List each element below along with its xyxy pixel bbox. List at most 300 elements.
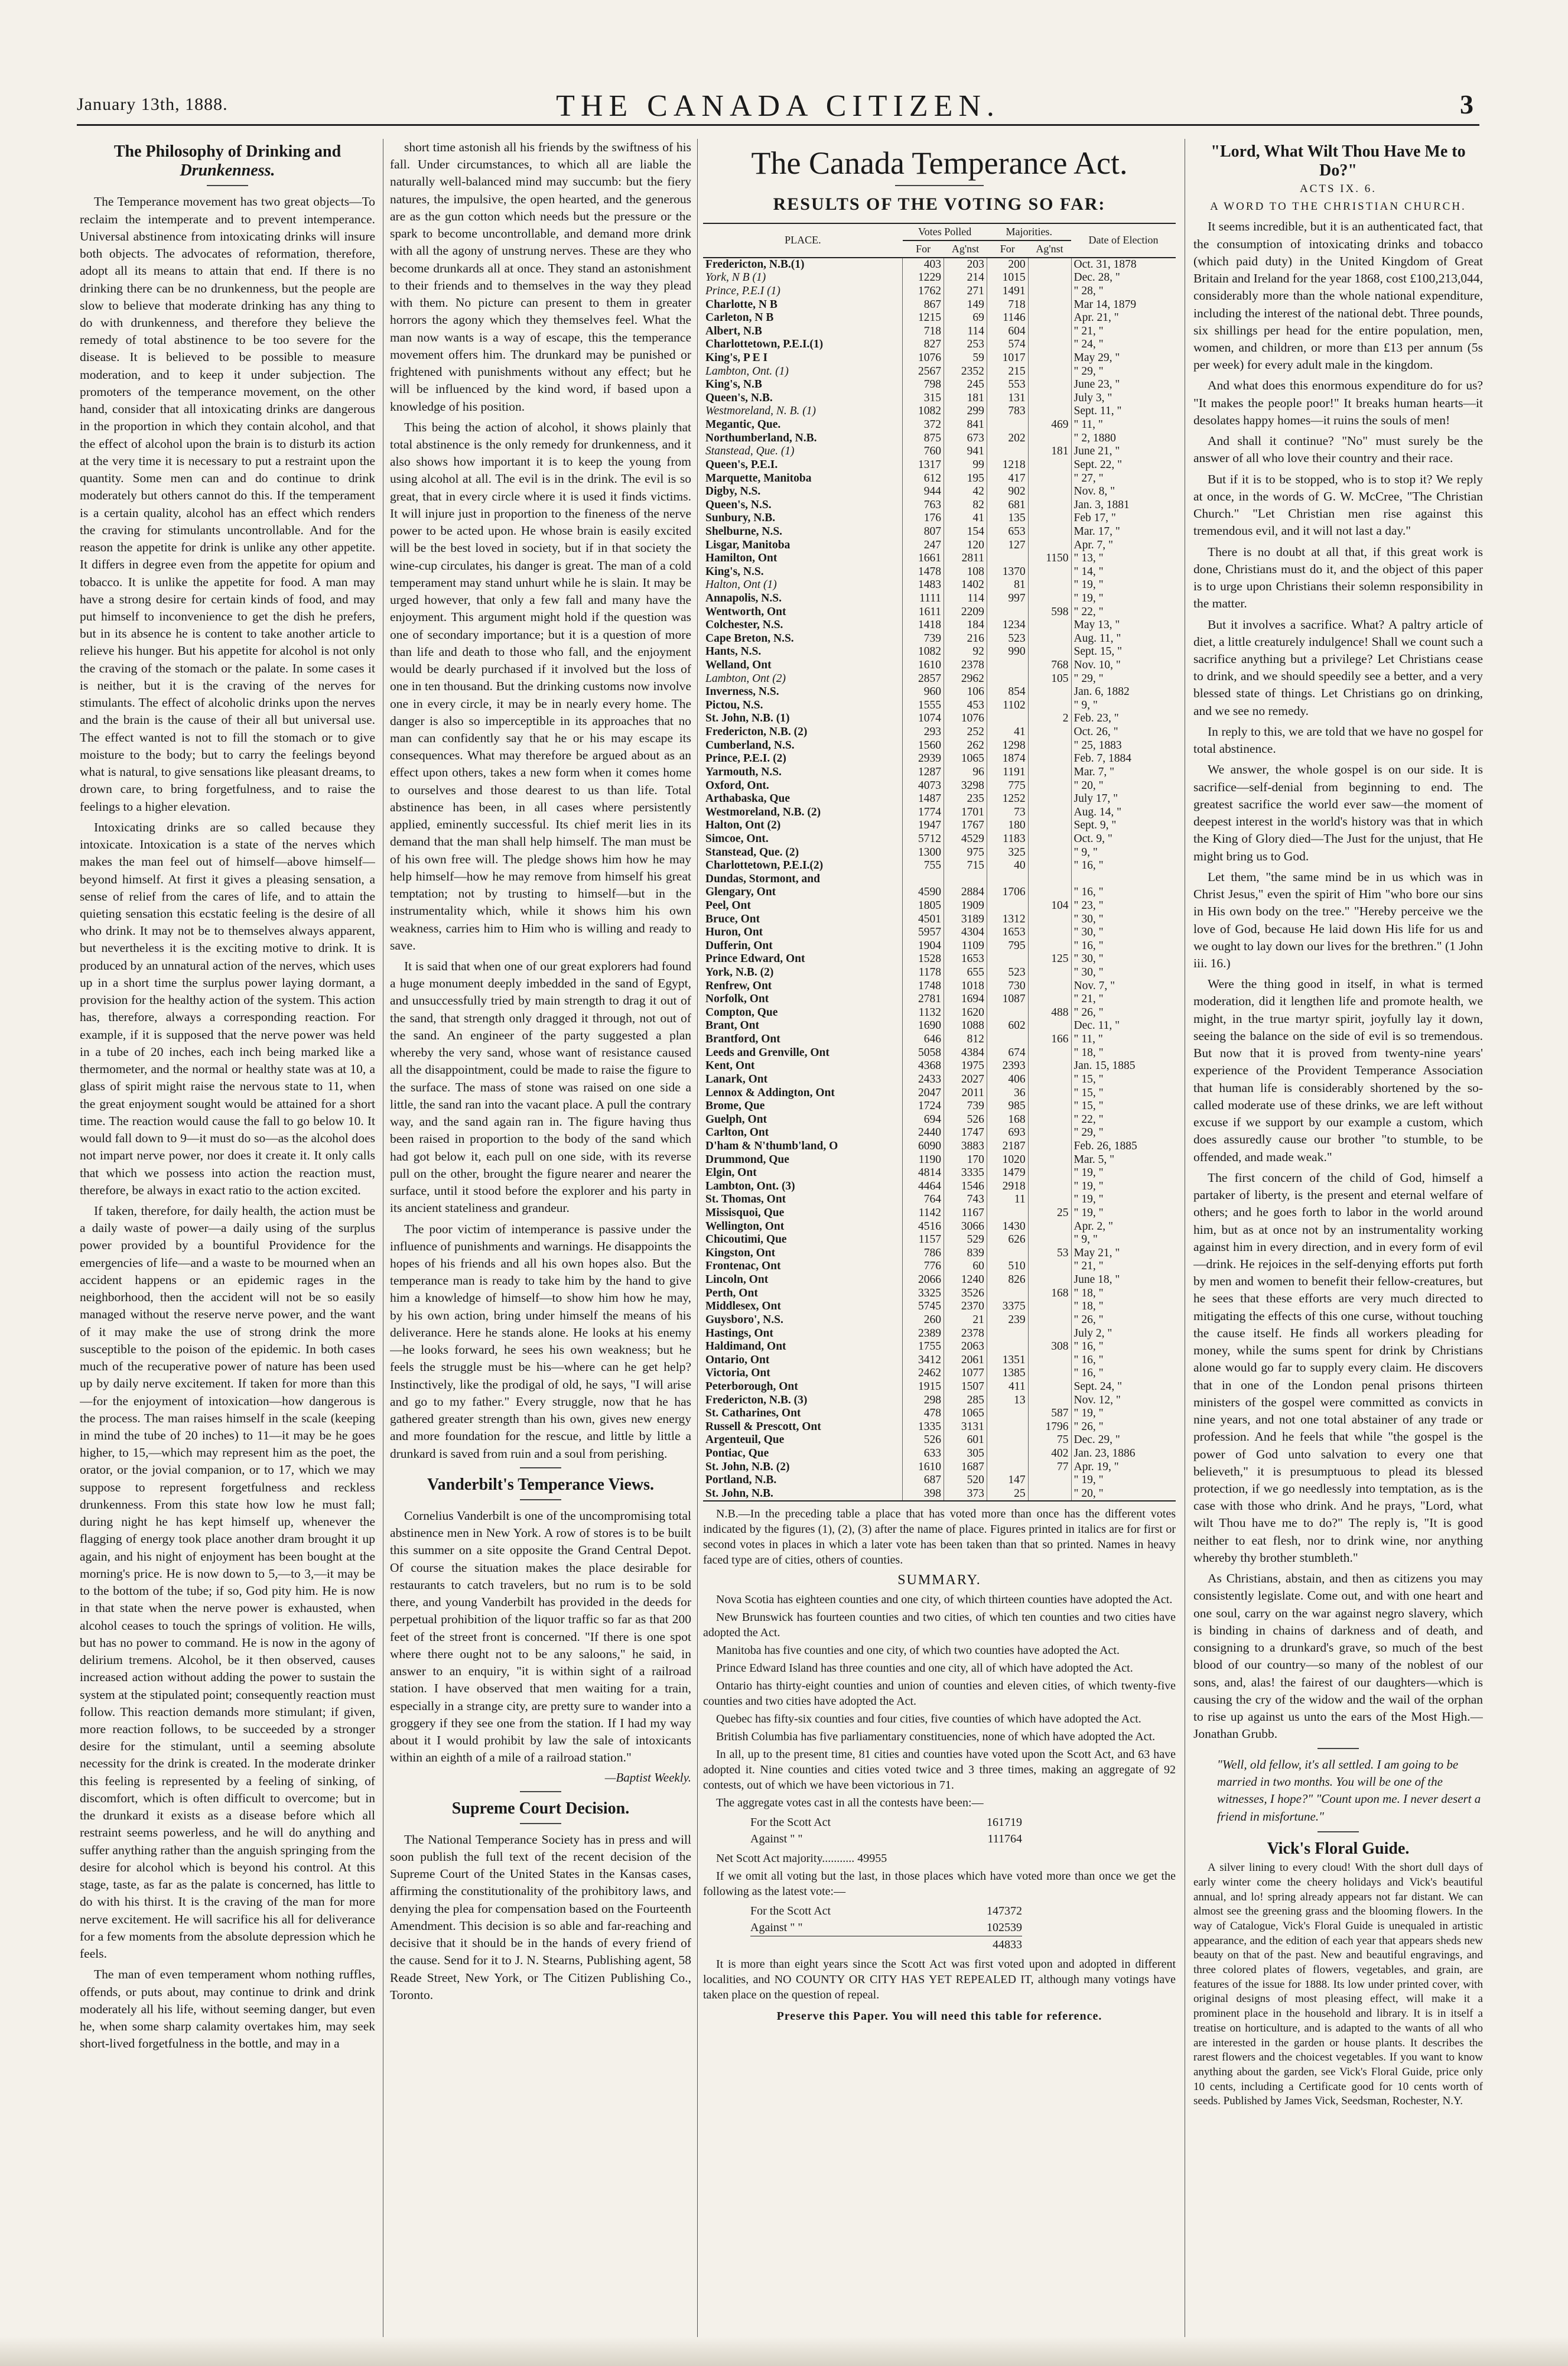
place-name: Charlottetown, P.E.I.(1) [705,338,824,351]
table-row [703,392,1176,405]
table-row [703,1046,1176,1060]
table-row [703,1100,1176,1113]
summary-title: SUMMARY. [897,1572,981,1588]
majority-for: 1015 [987,271,1028,285]
election-date: " 20, " [1071,1487,1176,1502]
temperance-act-title: The Canada Temperance Act. [751,145,1128,181]
election-date: " 18, " [1071,1287,1176,1301]
election-date: " 15, " [1071,1087,1176,1100]
table-row [703,445,1176,459]
majority-against [1028,940,1071,953]
election-date: " 14, " [1071,566,1176,579]
votes-for: 403 [903,258,944,272]
table-row [703,659,1176,672]
table-row [703,592,1176,606]
majority-against: 77 [1028,1461,1071,1474]
table-row [703,432,1176,446]
table-row [703,739,1176,753]
majority-against [1028,472,1071,486]
place-name: Stanstead, Que. (2) [705,846,799,859]
majority-against [1028,485,1071,499]
table-row [703,365,1176,379]
votes-for: 764 [903,1193,944,1207]
majority-for: 2918 [987,1180,1028,1194]
votes-for: 1157 [903,1233,944,1247]
election-date: " 19, " [1071,1474,1176,1487]
votes-for: 1915 [903,1380,944,1394]
paragraph: The poor victim of intemperance is passive under the influence of punishments and warnings. He disappoints the hopes of his friends and all his own hopes also. But the temperance man is ready to take him by the hand to give him a knowledge of himself—to show him how he may, by his own action, bring under himself the means of his deliverance. Here he stands alone. He looks at his enemy—he looks forward, he sees his own weakness; but he feels the struggle must be his—where can he get help? Instinctively, like the prodigal of old, he says, "I will arise and go to my father." Every struggle, now that he has gathered greater strength than his own, gives new energy and more foundation for the rescue, and little by little a drunkard is saved from ruin and a soul from perishing. [390,1221,691,1461]
table-row [703,993,1176,1006]
place-name: Charlotte, N B [705,298,778,311]
table-row [703,806,1176,820]
majority-against [1028,993,1071,1006]
majority-against [1028,1140,1071,1153]
votes-for: 4368 [903,1060,944,1073]
majority-against [1028,566,1071,579]
votes-against: 195 [944,472,987,486]
majority-for: 1370 [987,566,1028,579]
votes-for: 4464 [903,1180,944,1194]
table-row [703,258,1176,272]
votes-against: 252 [944,726,987,739]
majority-against: 181 [1028,445,1071,459]
election-date [1071,873,1176,886]
final-note: It is more than eight years since the Scott Act was first voted upon and adopted in different localities, and NO COUNTY OR CITY HAS YET REPEALED IT, although many votings have taken place on the question of repeal. [703,1958,1176,2002]
majority-for: 730 [987,980,1028,993]
votes-against: 1402 [944,578,987,592]
votes-for: 176 [903,512,944,525]
votes-for: 1076 [903,352,944,365]
table-row [703,1166,1176,1180]
table-row [703,873,1176,886]
election-date: " 30, " [1071,926,1176,940]
majority-for: 2393 [987,1060,1028,1073]
place-name: Pontiac, Que [705,1447,769,1460]
votes-against: 1018 [944,980,987,993]
majority-against: 168 [1028,1287,1071,1301]
votes-for: 293 [903,726,944,739]
election-date: Feb. 7, 1884 [1071,752,1176,766]
place-name: Bruce, Ont [705,912,760,925]
majority-for: 147 [987,1474,1028,1487]
issue-date: January 13th, 1888. [77,95,228,114]
votes-against: 841 [944,418,987,432]
majority-against [1028,739,1071,753]
majority-for [987,418,1028,432]
votes-for: 398 [903,1487,944,1502]
vick-guide-title: Vick's Floral Guide. [1267,1840,1410,1858]
majority-against [1028,980,1071,993]
majority-against [1028,311,1071,325]
majority-against: 75 [1028,1434,1071,1447]
majority-against [1028,792,1071,806]
paragraph: It is said that when one of our great explorers had found a huge monument deeply imbedded in the sand of Egypt, and unsuccessfully tried by main strength to drag it out of the sand, that strength only dragged it through, not out of the sand. An engineer of the party suggested a plan whereby the very sand, whose want of resistance caused all the disappointment, could be made to raise the figure to the surface. The mass of stone was raised on one side a little, the sand ran into the vacant place. A pull the contrary way, and the sand again ran in. The figure having thus been raised in proportion to the body of the sand which had got below it, each pull on one side, with its reverse pull on the other, brought the figure nearer and nearer the surface, until it stood before the explorer and his party in its ancient stateliness and grandeur. [390,959,691,1216]
votes-for [903,873,944,886]
place-name: Colchester, N.S. [705,619,783,632]
majority-for [987,1447,1028,1461]
majority-for: 574 [987,338,1028,352]
table-row [703,1314,1176,1327]
election-date: Aug. 11, " [1071,632,1176,646]
votes-against: 839 [944,1247,987,1260]
place-name: Westmoreland, N.B. (2) [705,805,821,818]
majority-for [987,1006,1028,1020]
aggregate-value: 147372 [987,1904,1022,1918]
votes-for: 1755 [903,1340,944,1354]
place-name: Lambton, Ont (2) [705,672,786,685]
majority-against [1028,525,1071,539]
place-name: Drummond, Que [705,1153,789,1166]
votes-for: 4516 [903,1220,944,1234]
preserve-notice: Preserve this Paper. You will need this table for reference. [776,2010,1102,2023]
majority-for: 1298 [987,739,1028,753]
place-name: Prince, P.E.I (1) [705,284,780,297]
paragraph: Ontario has thirty-eight counties and union of counties and eleven cities, of which twenty-five counties and two cities have adopted the Act. [703,1679,1176,1708]
table-row [703,846,1176,860]
election-date: Apr. 19, " [1071,1461,1176,1474]
place-name: St. John, N.B. (2) [705,1460,790,1473]
majority-against [1028,1180,1071,1194]
majority-against [1028,819,1071,833]
election-date: " 28, " [1071,285,1176,298]
paragraph: Nova Scotia has eighteen counties and one city, of which thirteen counties have adopted the Act. [716,1593,1173,1607]
votes-against: 114 [944,592,987,606]
majority-for: 693 [987,1126,1028,1140]
place-name: Lambton, Ont. (1) [705,365,789,378]
majority-against [1028,1073,1071,1087]
place-name: Albert, N.B [705,324,762,337]
majority-for [987,659,1028,672]
election-date: Mar. 17, " [1071,525,1176,539]
election-date: Oct. 26, " [1071,726,1176,739]
election-date: Feb. 26, 1885 [1071,1140,1176,1153]
votes-for: 960 [903,685,944,699]
election-date: Sept. 22, " [1071,459,1176,472]
place-name: Elgin, Ont [705,1166,757,1179]
votes-for: 1762 [903,285,944,298]
majority-for [987,1434,1028,1447]
table-row [703,606,1176,619]
votes-against: 41 [944,512,987,525]
majority-for [987,445,1028,459]
place-name: Queen's, P.E.I. [705,458,778,471]
votes-against: 3189 [944,913,987,927]
votes-against: 1065 [944,752,987,766]
aggregate-row [750,1903,1022,1919]
votes-for: 6090 [903,1140,944,1153]
majority-against: 488 [1028,1006,1071,1020]
paragraph: We answer, the whole gospel is on our side. It is sacrifice—self-denial from beginning to end. The greatest sacrifice the world ever saw—the moment of deepest interest in the world's history was that in which the King of Glory died—The Just for the unjust, that He might bring us to God. [1193,762,1483,863]
majority-against [1028,1367,1071,1380]
table-row [703,1153,1176,1167]
majority-for: 1020 [987,1153,1028,1167]
votes-against: 1077 [944,1367,987,1380]
table-row [703,1367,1176,1380]
paragraph: The aggregate votes cast in all the contests have been:— [716,1796,984,1810]
majority-for: 81 [987,578,1028,592]
majority-against [1028,1060,1071,1073]
majority-against [1028,1273,1071,1287]
aggregate-value: 102539 [987,1921,1022,1935]
votes-for: 1805 [903,899,944,913]
votes-for: 694 [903,1113,944,1127]
votes-for: 1190 [903,1153,944,1167]
majority-for: 1385 [987,1367,1028,1380]
majority-against [1028,846,1071,860]
col-header-against: Ag'nst [944,240,987,258]
majority-for: 73 [987,806,1028,820]
election-date: " 19, " [1071,1193,1176,1207]
col-header-for: For [987,240,1028,258]
place-name: Frontenac, Ont [705,1260,781,1273]
election-date: " 24, " [1071,338,1176,352]
place-name: Ontario, Ont [705,1353,770,1366]
votes-for: 1132 [903,1006,944,1020]
place-name: Fredericton, N.B. (2) [705,726,808,739]
votes-against: 4304 [944,926,987,940]
votes-for: 526 [903,1434,944,1447]
table-row [703,966,1176,980]
majority-for: 41 [987,726,1028,739]
article-body [390,139,691,1462]
paragraph: Prince Edward Island has three counties and one city, all of which have adopted the Act. [716,1662,1133,1675]
place-name: Digby, N.S. [705,485,761,498]
majority-for [987,1421,1028,1434]
aggregate-value: 111764 [987,1832,1022,1846]
votes-for: 2433 [903,1073,944,1087]
aggregate-label: Against " " [750,1921,803,1935]
majority-against: 308 [1028,1340,1071,1354]
majority-against [1028,966,1071,980]
table-row [703,325,1176,339]
election-date: " 23, " [1071,899,1176,913]
place-name: Brantford, Ont [705,1033,780,1046]
majority-against: 1150 [1028,552,1071,566]
votes-for: 1082 [903,645,944,659]
table-row [703,1340,1176,1354]
table-row [703,512,1176,525]
majority-against [1028,859,1071,873]
majority-against [1028,752,1071,766]
majority-for: 997 [987,592,1028,606]
table-row [703,1434,1176,1447]
majority-against: 25 [1028,1207,1071,1220]
place-name: St. John, N.B. (1) [705,712,790,725]
election-date: Jan. 6, 1882 [1071,685,1176,699]
majority-against [1028,1126,1071,1140]
votes-for: 807 [903,525,944,539]
election-date: " 22, " [1071,606,1176,619]
place-name: Chicoutimi, Que [705,1233,787,1246]
table-row [703,699,1176,713]
votes-against: 1767 [944,819,987,833]
place-name: Arthabaska, Que [705,792,790,805]
majority-for: 523 [987,966,1028,980]
majority-for: 1874 [987,752,1028,766]
paragraph: Quebec has fifty-six counties and four cities, five counties of which have adopted the Act. [716,1712,1141,1726]
paragraph: And shall it continue? "No" must surely be the answer of all who love their country and their race. [1193,434,1483,466]
election-date: Nov. 10, " [1071,659,1176,672]
court-decision-title: Supreme Court Decision. [451,1799,630,1818]
table-row [703,1421,1176,1434]
majority-for: 202 [987,432,1028,446]
majority-against [1028,926,1071,940]
place-name: Renfrew, Ont [705,979,772,992]
votes-for: 1111 [903,592,944,606]
place-name: D'ham & N'thumb'land, O [705,1139,838,1152]
votes-against: 3883 [944,1140,987,1153]
majority-for: 1191 [987,766,1028,779]
paragraph: Intoxicating drinks are so called because they intoxicate. Intoxication is a state of the nerves which makes the man feel out of himself—above himself—beyond himself. At first it gives a pleasing sensation, a sense of relief from the cares of life, and to attain the quieting sensation this ecstatic feeling is the desire of all who drink. It may not be to themselves always apparent, but nevertheless it is the exciting motive to drink. It is produced by an unnatural action of the nerves, which uses up in a short time the surplus power laying dormant, a provision for the healthy action of the system. This action has, therefore, always a corresponding reaction. For example, if it is supposed that the nerve power was held in a tube of 20 inches, each inch being marked like a thermometer, and the normal or healthy state was at 10, a glass of spirit might raise the nervous state to 11, when the great enjoyment sought would be attained for a short time. The reaction would cause the fall to go below 10. It would fall down to 9—it must do so—as the alcohol does not impart nerve power, nor does it create it. It only calls that which we possess into action the reaction must, therefore, be always in exact ratio to the action excited. [80,820,375,1197]
votes-against: 170 [944,1153,987,1167]
place-name: Fredericton, N.B.(1) [705,258,805,271]
votes-for: 776 [903,1260,944,1273]
table-row [703,726,1176,739]
majority-for: 1234 [987,619,1028,632]
majority-for: 681 [987,499,1028,512]
majority-against: 2 [1028,712,1071,726]
election-date: Dec. 29, " [1071,1434,1176,1447]
paragraph: This being the action of alcohol, it shows plainly that total abstinence is the only remedy for drunkenness, and it also shows how important it is to keep the young from using alcohol at all. The evil is in the drink. The evil is so great, that in every circle where it is used it finds victims. It will injure just in proportion to the fineness of the nerve power to be acted upon. He whose brain is easily excited will be the best loved in society, but if in that society the wine-cup circulates, his danger is great. The man of a cold temperament may stand unhurt while he is slain. It may be urged however, that only a few fall and many have the enjoyment. This argument might hold if the question was one of secondary importance; but it is a question of more than life and death to those who fall, and the enjoyment would be dearly purchased if it involved but the loss of one in ten thousand. But the drinking customs now involve one in every circle, it may be in nearly every home. The danger is also so imperceptible in its approaches that no man can confidently say that he or his may escape its consequences. What may therefore be argued about as an effect upon others, takes a new form when it comes home to ourselves and those dearest to us than life. Total abstinence has been, in all cases where persistently applied, eminently successful. Its chief merit lies in its demand that the man shall help himself. The man must be of his own free will. The pledge shows him how he may help himself—how he may remove from himself his great temptation; not by trusting to himself—but in the instrumentality which, while it shows him his own weakness, carries him to Him who is willing and ready to save. [390,420,691,953]
table-row [703,886,1176,899]
votes-for: 1335 [903,1421,944,1434]
votes-for: 718 [903,325,944,339]
election-date: " 25, 1883 [1071,739,1176,753]
election-date: Aug. 14, " [1071,806,1176,820]
table-note: N.B.—In the preceding table a place that has voted more than once has the different votes indicated by the figures (1), (2), (3) after the name of place. Figures printed in italics are for first or second votes in places in which a later vote has been taken than that so printed. Names in heavy faced type are of cities, others of counties. [703,1507,1176,1567]
election-date: " 18, " [1071,1046,1176,1060]
votes-for: 2047 [903,1087,944,1100]
majority-against [1028,619,1071,632]
place-name: Queen's, N.S. [705,498,772,511]
table-row [703,1019,1176,1033]
election-date: " 16, " [1071,859,1176,873]
majority-against [1028,1153,1071,1167]
votes-for: 867 [903,298,944,312]
majority-for: 406 [987,1073,1028,1087]
election-date: Dec. 28, " [1071,271,1176,285]
table-row [703,1113,1176,1127]
place-name: Marquette, Manitoba [705,472,812,485]
majority-for: 1351 [987,1354,1028,1367]
paragraph: In reply to this, we are told that we have no gospel for total abstinence. [1193,724,1483,756]
majority-against [1028,325,1071,339]
votes-against: 305 [944,1447,987,1461]
votes-against: 245 [944,378,987,392]
majority-for: 135 [987,512,1028,525]
col-header-for: For [903,240,944,258]
votes-for: 5712 [903,833,944,846]
paragraph: The Temperance movement has two great objects—To reclaim the intemperate and to prevent intemperance. Universal abstinence from intoxicating drinks will insure both objects. The advocates of reformation, therefore, adopt all its means to attain that end. If there is no drinking there can be no drunkenness, but the people are slow to believe that moderate drinking has any thing to do with drunkenness, and therefore they believe the remedy of total abstinence to be too severe for the disease. It is believed to be possible to measure moderation, and to keep it under subjection. The promoters of the temperance movement, on the other hand, consider that all intoxicating drinks are dangerous in the proportion in which they contain alcohol, and that the effect of alcohol upon the brain is to disturb its action at the very time it is necessary to put a restraint upon the quantity. Some men can and do continue to drink moderately but others cannot do this. If the temperament is a certain quality, alcohol has an effect which renders the craving for stimulants uncontrollable. And for the reason the appetite for drink is unlike any other appetite. It differs in degree even from the appetite for opium and tobacco. It is unlike the appetite for food. A man may have a strong desire for certain kinds of food, and may put himself to inconvenience to get the dish he prefers, but in its absence he is content to take another article to relieve his hunger. But his appetite for alcohol is not only the craving of the stomach or the palate. In some cases it is neither, but it is the craving of the nerves for stimulants. The effect of alcoholic drinks upon the nerves and the brain is the cause of their all but universal use. The effect wanted is not to fill the stomach or to give moisture to the body; but to carry the feelings beyond what is natural, to give sensations like pleasant dreams, to drown care, to bring forgetfulness, and to raise the feelings to a higher elevation. [80,194,375,814]
col-header-majorities: Majorities. [987,223,1071,240]
votes-for: 798 [903,378,944,392]
votes-for: 760 [903,445,944,459]
votes-for: 260 [903,1314,944,1327]
place-name: Compton, Que [705,1006,778,1019]
votes-for: 1661 [903,552,944,566]
votes-against: 1240 [944,1273,987,1287]
paragraph: And what does this enormous expenditure do for us? "It makes the people poor!" It breaks human hearts—it desolates happy homes—it ruins the souls of men! [1193,378,1483,427]
table-row [703,1220,1176,1234]
majority-against [1028,1100,1071,1113]
majority-against: 402 [1028,1447,1071,1461]
votes-for: 1418 [903,619,944,632]
majority-for [987,552,1028,566]
table-row [703,1273,1176,1287]
aggregate-label: For the Scott Act [750,1816,831,1829]
table-row [703,1287,1176,1301]
votes-for: 1142 [903,1207,944,1220]
table-row [703,926,1176,940]
column-temperance-act-results [703,139,1176,2337]
majority-for [987,953,1028,966]
table-row [703,792,1176,806]
election-date: " 16, " [1071,1340,1176,1354]
place-name: Middlesex, Ont [705,1300,781,1313]
majority-for: 36 [987,1087,1028,1100]
masthead [77,89,1479,126]
votes-against: 601 [944,1434,987,1447]
majority-for: 25 [987,1487,1028,1502]
election-date: " 19, " [1071,1180,1176,1194]
votes-against: 1687 [944,1461,987,1474]
election-date: " 2, 1880 [1071,432,1176,446]
votes-against: 3526 [944,1287,987,1301]
place-name: Lennox & Addington, Ont [705,1086,835,1099]
majority-for [987,606,1028,619]
votes-against: 812 [944,1033,987,1046]
votes-against: 941 [944,445,987,459]
paragraph: If taken, therefore, for daily health, the action must be a daily waste of power—a daily using of the surplus power provided by a bountiful Providence for the emergencies of life—and a waste to be mourned when an accident happens or an epidemic rages in the neighborhood, then the accident will not be so easily managed without the reserve nerve power, and the want of it may make the use of strong drink the more susceptible to the poison of the epidemic. In both cases much of the recuperative power of nature has been used up by daily nerve excitement. If taken for more than this—for the enjoyment of intoxication—how dangerous is the process. The man raises himself in the scale (keeping in mind the tube of 20 inches) to 11—it may be he goes higher, to 15,—which may represent him as the poet, the orator, or the jovial companion, or to 17, which we may suppose to represent forgetfulness and reckless drunkenness. From this state how low he must fall; during night he has kept himself up, whenever the flagging of energy took place another dram brought it up again, and his night of enjoyment has been bought at the morning's price. He is now down to 5,—to 3,—it may be to the bottom of the tube; if so, God pity him. He is now in that state when the nerve power is exhausted, when alcohol ceases to touch the springs of volition. He wills, but has no power to command. He is now in the agony of delirium tremens. Alcohol, be it then observed, causes increased action without adding the power to sustain the system at the stipulated point; consequently reaction must follow. This reaction demands more stimulant; if given, more reaction follows, to be succeeded by a stronger desire for the stimulant, until a seeming absolute necessity for the drink is created. In the moderate drinker this feeling is represented by a feeling of sinking, of discomfort, which is often difficult to overcome; but in the drunkard it exists as a disease before which all restraint seems powerless, and he will do anything and suffer anything rather than the anguish springing from the desire for alcohol which is beyond his control. At this stage, taste, as far as the palate is concerned, has little to do with his thirst. It is the craving of the man for more nerve excitement. He will sacrifice his all for deliverance for a few moments from the absolute depression which he feels. [80,1203,375,1961]
votes-for: 372 [903,418,944,432]
votes-for: 2567 [903,365,944,379]
votes-for: 5058 [903,1046,944,1060]
majority-against [1028,1314,1071,1327]
majority-against [1028,592,1071,606]
place-name: Guysboro', N.S. [705,1313,783,1326]
majority-for: 990 [987,645,1028,659]
majority-against [1028,632,1071,646]
election-date: Apr. 21, " [1071,311,1176,325]
votes-for: 944 [903,485,944,499]
majority-for: 1087 [987,993,1028,1006]
paragraph: Were the thing good in itself, in what is termed moderation, did it lengthen life and promote health, we might, in the true martyr spirit, joyfully lay it down, seeing the balance on the side of evil is so tremendous. But now that it is proved from twenty-nine years' experience of the Provident Temperance Association that human life is considerably shortened by the so-called moderate use of these drinks, we are left without excuse if we support by our example a custom, which does assuredly cause our brother "to stumble, to be offended, and made weak." [1193,977,1483,1164]
majority-against [1028,512,1071,525]
table-row [703,525,1176,539]
votes-against: 1653 [944,953,987,966]
votes-against: 184 [944,619,987,632]
votes-for: 1748 [903,980,944,993]
place-name: Perth, Ont [705,1286,758,1299]
votes-for: 4814 [903,1166,944,1180]
votes-against: 181 [944,392,987,405]
court-decision-text: The National Temperance Society has in press and will soon publish the full text of the recent decision of the Supreme Court of the United States in the Kansas cases, affirming the constitutionality of the prohibitory laws, and denying the plea for compensation based on the Fourteenth Amendment. This decision is so able and far-reaching and decisive that it should be in the hands of every friend of the cause. Send for it to J. N. Stearns, Publishing agent, 58 Reade Street, New York, or The Citizen Publishing Co., Toronto. [390,1832,691,2002]
table-row [703,271,1176,285]
election-date: July 2, " [1071,1327,1176,1341]
vanderbilt-text: Cornelius Vanderbilt is one of the uncompromising total abstinence men in New York. A row of stores is to be built this summer on a site opposite the Grand Central Depot. Of course the situation makes the place desirable for restaurants to catch travelers, but no rum is to be sold there, and young Vanderbilt has provided in the deeds for perpetual prohibition of the liquor traffic so far as that 200 feet of the street front is concerned. "If there is one spot where there ought not to be any saloons," he said, in answer to an enquiry, "it is within sight of a railroad station. I have observed that men waiting for a train, especially in a strange city, are pretty sure to wander into a groggery if they see one from the station. If I had my way about it I would prohibit by law the sale of intoxicants within an eighth of a mile of a railroad station." [390,1509,691,1765]
majority-against [1028,779,1071,793]
votes-against: 1975 [944,1060,987,1073]
election-date: " 20, " [1071,779,1176,793]
table-row [703,1140,1176,1153]
paragraph: British Columbia has five parliamentary constituencies, none of which have adopted the Act. [716,1730,1156,1744]
paragraph: short time astonish all his friends by the swiftness of his fall. Under circumstances, to which all are liable the naturally well-balanced mind may succumb: but the fiery natures, the impulsive, the open hearted, and the generous are as the gun cotton which needs but the pressure or the spark to become uncontrollable, and demand more drink with all the agony of unstrung nerves. These are they who become drunkards all at once. They stand an astonishment to their friends and to themselves in the way they plead with them. No picture can present to them in greater horrors the agony which they themselves feel. What the man now wants is a way of escape, this the temperance movement offers him. The drunkard may be punished or frightened with punishments without any effect; but he will be influenced by the kind word, if based upon a knowledge of his position. [390,140,691,414]
table-row [703,940,1176,953]
election-date: " 30, " [1071,966,1176,980]
place-name: Peel, Ont [705,899,751,912]
votes-against: 739 [944,1100,987,1113]
place-name: Dundas, Stormont, and [705,872,820,885]
